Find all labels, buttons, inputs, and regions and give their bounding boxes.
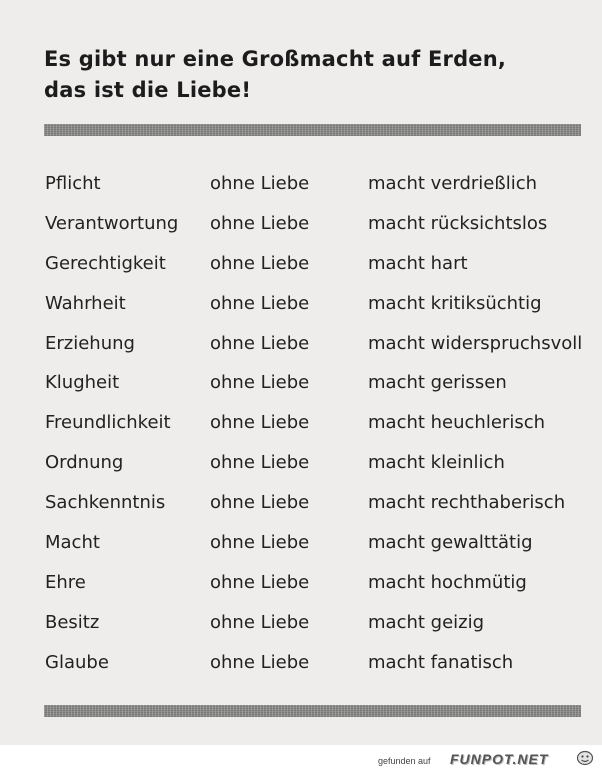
table-row: [0, 330, 602, 370]
ohne-liebe-cell: ohne Liebe: [210, 212, 310, 234]
document-title: [44, 44, 584, 106]
ohne-liebe-cell: ohne Liebe: [210, 492, 310, 514]
ohne-liebe-cell: ohne Liebe: [210, 173, 310, 194]
result-cell: macht geizig: [368, 611, 485, 633]
table-row: [0, 449, 602, 489]
result-cell: macht kleinlich: [368, 452, 505, 474]
table-row: [0, 569, 602, 609]
ohne-liebe-cell: ohne Liebe: [210, 332, 310, 354]
table-row: [0, 250, 602, 290]
ohne-liebe-cell: ohne Liebe: [210, 252, 310, 274]
ohne-liebe-cell: ohne Liebe: [210, 571, 310, 593]
virtue-cell: Besitz: [45, 611, 100, 633]
result-cell: macht verdrießlich: [368, 173, 538, 194]
virtue-cell: Verantwortung: [45, 212, 179, 234]
table-row: [0, 409, 602, 449]
virtue-cell: Klugheit: [45, 372, 120, 394]
table-row: [0, 529, 602, 569]
title-line-1: Es gibt nur eine Großmacht auf Erden,: [44, 47, 507, 71]
funpot-logo[interactable]: FUNPOT.NET: [450, 751, 549, 767]
virtue-cell: Ehre: [45, 571, 86, 593]
result-cell: macht heuchlerisch: [368, 412, 546, 434]
virtue-cell: Glaube: [45, 651, 109, 673]
top-divider: [44, 124, 581, 136]
title-line-2: das ist die Liebe!: [44, 78, 252, 102]
result-cell: macht hochmütig: [368, 571, 527, 593]
result-cell: macht kritiksüchtig: [368, 292, 542, 314]
table-row: [0, 489, 602, 529]
virtue-cell: Wahrheit: [45, 292, 126, 314]
table-row: [0, 649, 602, 689]
result-cell: macht rechthaberisch: [368, 492, 566, 514]
virtue-cell: Erziehung: [45, 332, 135, 354]
ohne-liebe-cell: ohne Liebe: [210, 412, 310, 434]
virtue-cell: Gerechtigkeit: [45, 252, 166, 274]
table-row: [0, 369, 602, 409]
ohne-liebe-cell: ohne Liebe: [210, 532, 310, 554]
ohne-liebe-cell: ohne Liebe: [210, 611, 310, 633]
result-cell: macht rücksichtslos: [368, 212, 548, 234]
table-row: [0, 290, 602, 330]
ohne-liebe-cell: ohne Liebe: [210, 651, 310, 673]
result-cell: macht widerspruchsvoll: [368, 332, 583, 354]
ohne-liebe-cell: ohne Liebe: [210, 292, 310, 314]
virtue-table: [0, 170, 602, 689]
virtue-cell: Pflicht: [45, 173, 101, 194]
ohne-liebe-cell: ohne Liebe: [210, 372, 310, 394]
bottom-divider: [44, 705, 581, 717]
virtue-cell: Macht: [45, 532, 100, 554]
found-on-label: gefunden auf: [378, 756, 431, 766]
watermark-footer: [0, 745, 602, 770]
table-row: [0, 609, 602, 649]
virtue-cell: Ordnung: [45, 452, 124, 474]
result-cell: macht fanatisch: [368, 651, 514, 673]
funpot-face-icon: [576, 750, 594, 766]
virtue-cell: Sachkenntnis: [45, 492, 166, 514]
ohne-liebe-cell: ohne Liebe: [210, 452, 310, 474]
table-row: [0, 210, 602, 250]
result-cell: macht gewalttätig: [368, 532, 533, 554]
table-row: [0, 170, 602, 210]
result-cell: macht hart: [368, 252, 468, 274]
result-cell: macht gerissen: [368, 372, 507, 394]
virtue-cell: Freundlichkeit: [45, 412, 171, 434]
